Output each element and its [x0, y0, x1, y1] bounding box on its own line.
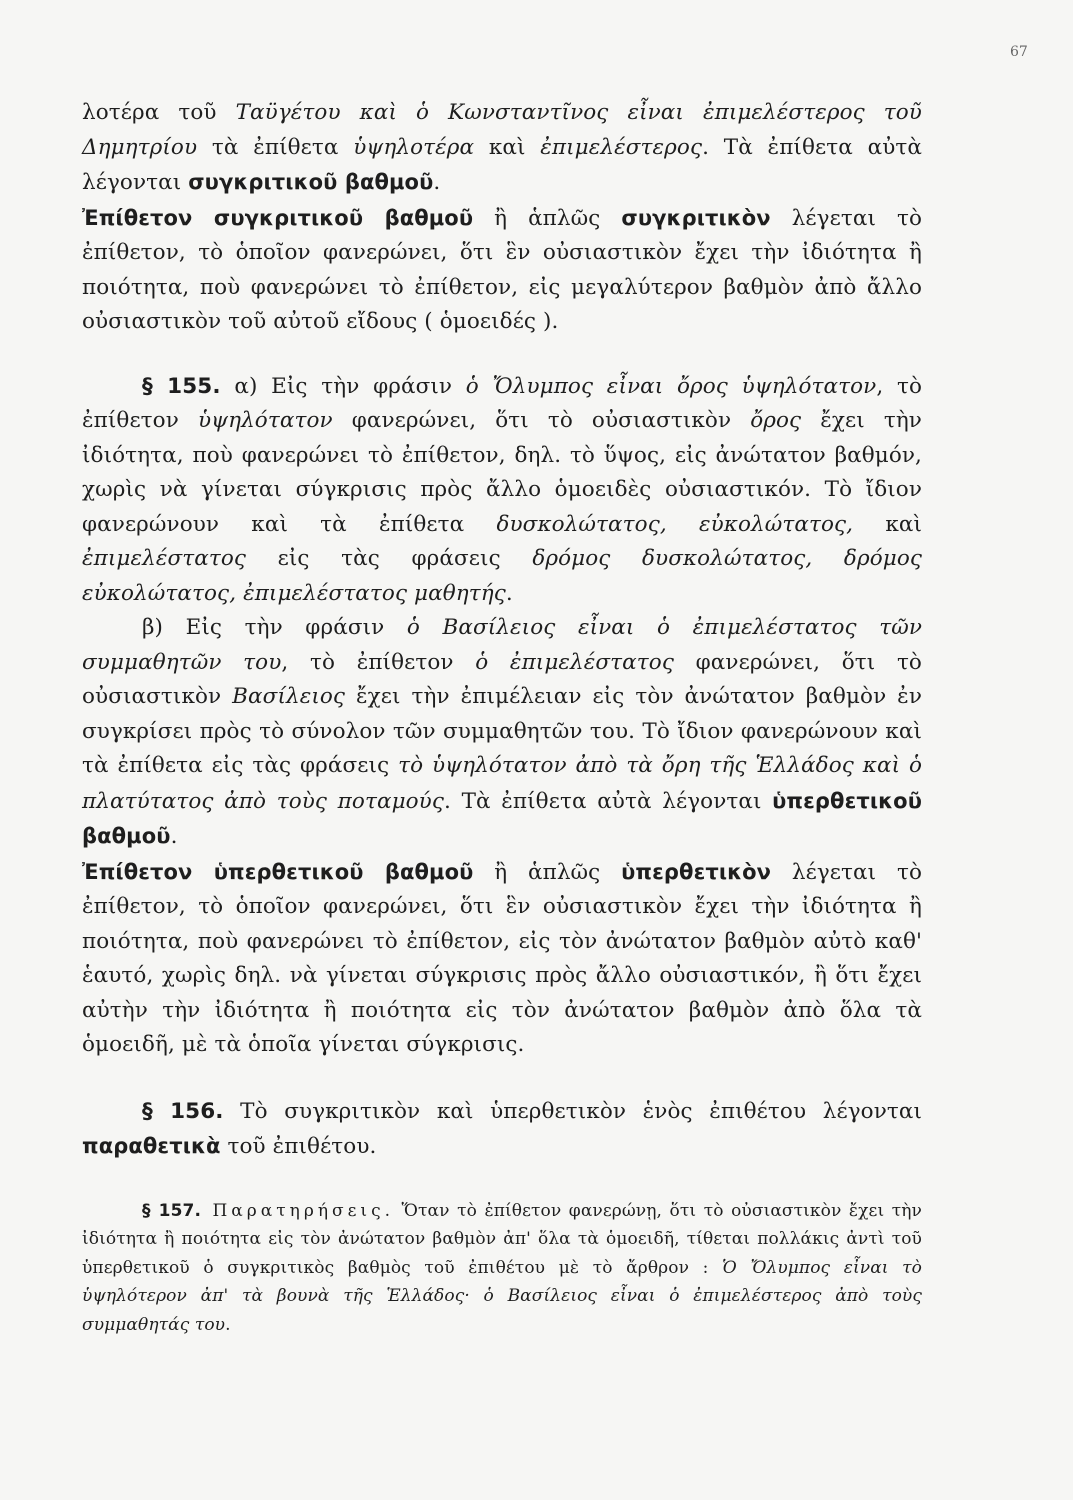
section-156: § 156. Τὸ συγκριτικὸν καὶ ὑπερθετικὸν ἑνὸς ἐπιθέτου λέγονται παραθετικὰ τοῦ ἐπιθέτου.	[82, 1098, 923, 1159]
section-155-a: § 155. α) Εἰς τὴν φράσιν ὁ Ὄλυμπος εἶναι ὄρος ὑψηλότατον, τὸ ἐπίθετον ὑψηλότατον φανερώνει, ὅτι τὸ οὐσιαστικὸν ὄρος ἔχει τὴν ἰδιότητα, ποὺ φανερώνει τὸ ἐπίθετον, δηλ. τὸ ὕψος, εἰς ἀνώτατον βαθμόν, χωρὶς νὰ γίνεται σύγκρισις πρὸς ἄλλο ὁμοειδὲς οὐσιαστικόν. Τὸ ἴδιον φανερώνουν καὶ τὰ ἐπίθετα δυσκολώτατος, εὐκολώτατος, καὶ ἐπιμελέστατος εἰς τὰς φράσεις δρόμος δυσκολώτατος, δρόμος εὐκολώτατος, ἐπιμελέστατος μαθητής.	[82, 373, 923, 606]
definition-comparative: Ἐπίθετον συγκριτικοῦ βαθμοῦ ἢ ἁπλῶς συγκριτικὸν λέγεται τὸ ἐπίθετον, τὸ ὁποῖον φανερώνει, ὅτι ἓν οὐσιαστικὸν ἔχει τὴν ἰδιότητα ἢ ποιότητα, ποὺ φανερώνει τὸ ἐπίθετον, εἰς μεγαλύτερον βαθμὸν ἀπὸ ἄλλο οὐσιαστικὸν τοῦ αὐτοῦ εἴδους ( ὁμοειδές ).	[82, 205, 923, 334]
term-comparative-degree: συγκριτικοῦ βαθμοῦ	[188, 170, 434, 194]
section-number-157: § 157.	[142, 1200, 202, 1221]
notes-heading: Παρατηρήσεις.	[201, 1200, 395, 1221]
section-157-notes: § 157. Παρατηρήσεις. Ὅταν τὸ ἐπίθετον φανερώνῃ, ὅτι τὸ οὐσιαστικὸν ἔχει τὴν ἰδιότητα ἢ ποιότητα εἰς τὸν ἀνώτατον βαθμὸν ἀπ' ὅλα τὰ ὁμοειδῆ, τίθεται πολλάκις ἀντὶ τοῦ ὑπερθετικοῦ ὁ συγκριτικὸς βαθμὸς τοῦ ἐπιθέτου μὲ τὸ ἄρθρον : Ὁ Ὄλυμπος εἶναι τὸ ὑψηλότερον ἀπ' τὰ βουνὰ τῆς Ἑλλάδος· ὁ Βασίλειος εἶναι ὁ ἐπιμελέστερος ἀπὸ τοὺς συμμαθητάς του.	[82, 1200, 923, 1335]
section-number-156: § 156.	[142, 1098, 224, 1124]
term-degrees-of-comparison: παραθετικὰ	[82, 1134, 221, 1158]
definition-superlative: Ἐπίθετον ὑπερθετικοῦ βαθμοῦ ἢ ἁπλῶς ὑπερθετικὸν λέγεται τὸ ἐπίθετον, τὸ ὁποῖον φανερώνει, ὅτι ἓν οὐσιαστικὸν ἔχει τὴν ἰδιότητα ἢ ποιότητα, ποὺ φανερώνει τὸ ἐπίθετον, εἰς τὸν ἀνώτατον βαθμὸν αὐτὸ καθ' ἑαυτό, χωρὶς δηλ. νὰ γίνεται σύγκρισις πρὸς ἄλλο οὐσιαστικόν, ἢ ὅτι ἔχει αὐτὴν τὴν ἰδιότητα ἢ ποιότητα εἰς τὸν ἀνώτατον βαθμὸν ἀπὸ ὅλα τὰ ὁμοειδῆ, μὲ τὰ ὁποῖα γίνεται σύγκρισις.	[82, 859, 923, 1057]
body-text	[82, 96, 922, 1339]
paragraph-continuation: λοτέρα τοῦ Ταϋγέτου καὶ ὁ Κωνσταντῖνος εἶναι ἐπιμελέστερος τοῦ Δημητρίου τὰ ἐπίθετα ὑψηλοτέρα καὶ ἐπιμελέστερος. Τὰ ἐπίθετα αὐτὰ λέγονται συγκριτικοῦ βαθμοῦ.	[82, 100, 922, 195]
section-number-155: § 155.	[142, 373, 221, 399]
page-number: 67	[1010, 44, 1028, 60]
term-superlative-degree: ὑπερθετικοῦ βαθμοῦ	[82, 788, 922, 848]
section-155-b: β) Εἰς τὴν φράσιν ὁ Βασίλειος εἶναι ὁ ἐπιμελέστατος τῶν συμμαθητῶν του, τὸ ἐπίθετον ὁ ἐπιμελέστατος φανερώνει, ὅτι τὸ οὐσιαστικὸν Βασίλειος ἔχει τὴν ἐπιμέλειαν εἰς τὸν ἀνώτατον βαθμὸν ἐν συγκρίσει πρὸς τὸ σύνολον τῶν συμμαθητῶν του. Τὸ ἴδιον φανερώνουν καὶ τὰ ἐπίθετα εἰς τὰς φράσεις τὸ ὑψηλότατον ἀπὸ τὰ ὄρη τῆς Ἑλλάδος καὶ ὁ πλατύτατος ἀπὸ τοὺς ποταμούς. Τὰ ἐπίθετα αὐτὰ λέγονται ὑπερθετικοῦ βαθμοῦ.	[82, 615, 923, 849]
